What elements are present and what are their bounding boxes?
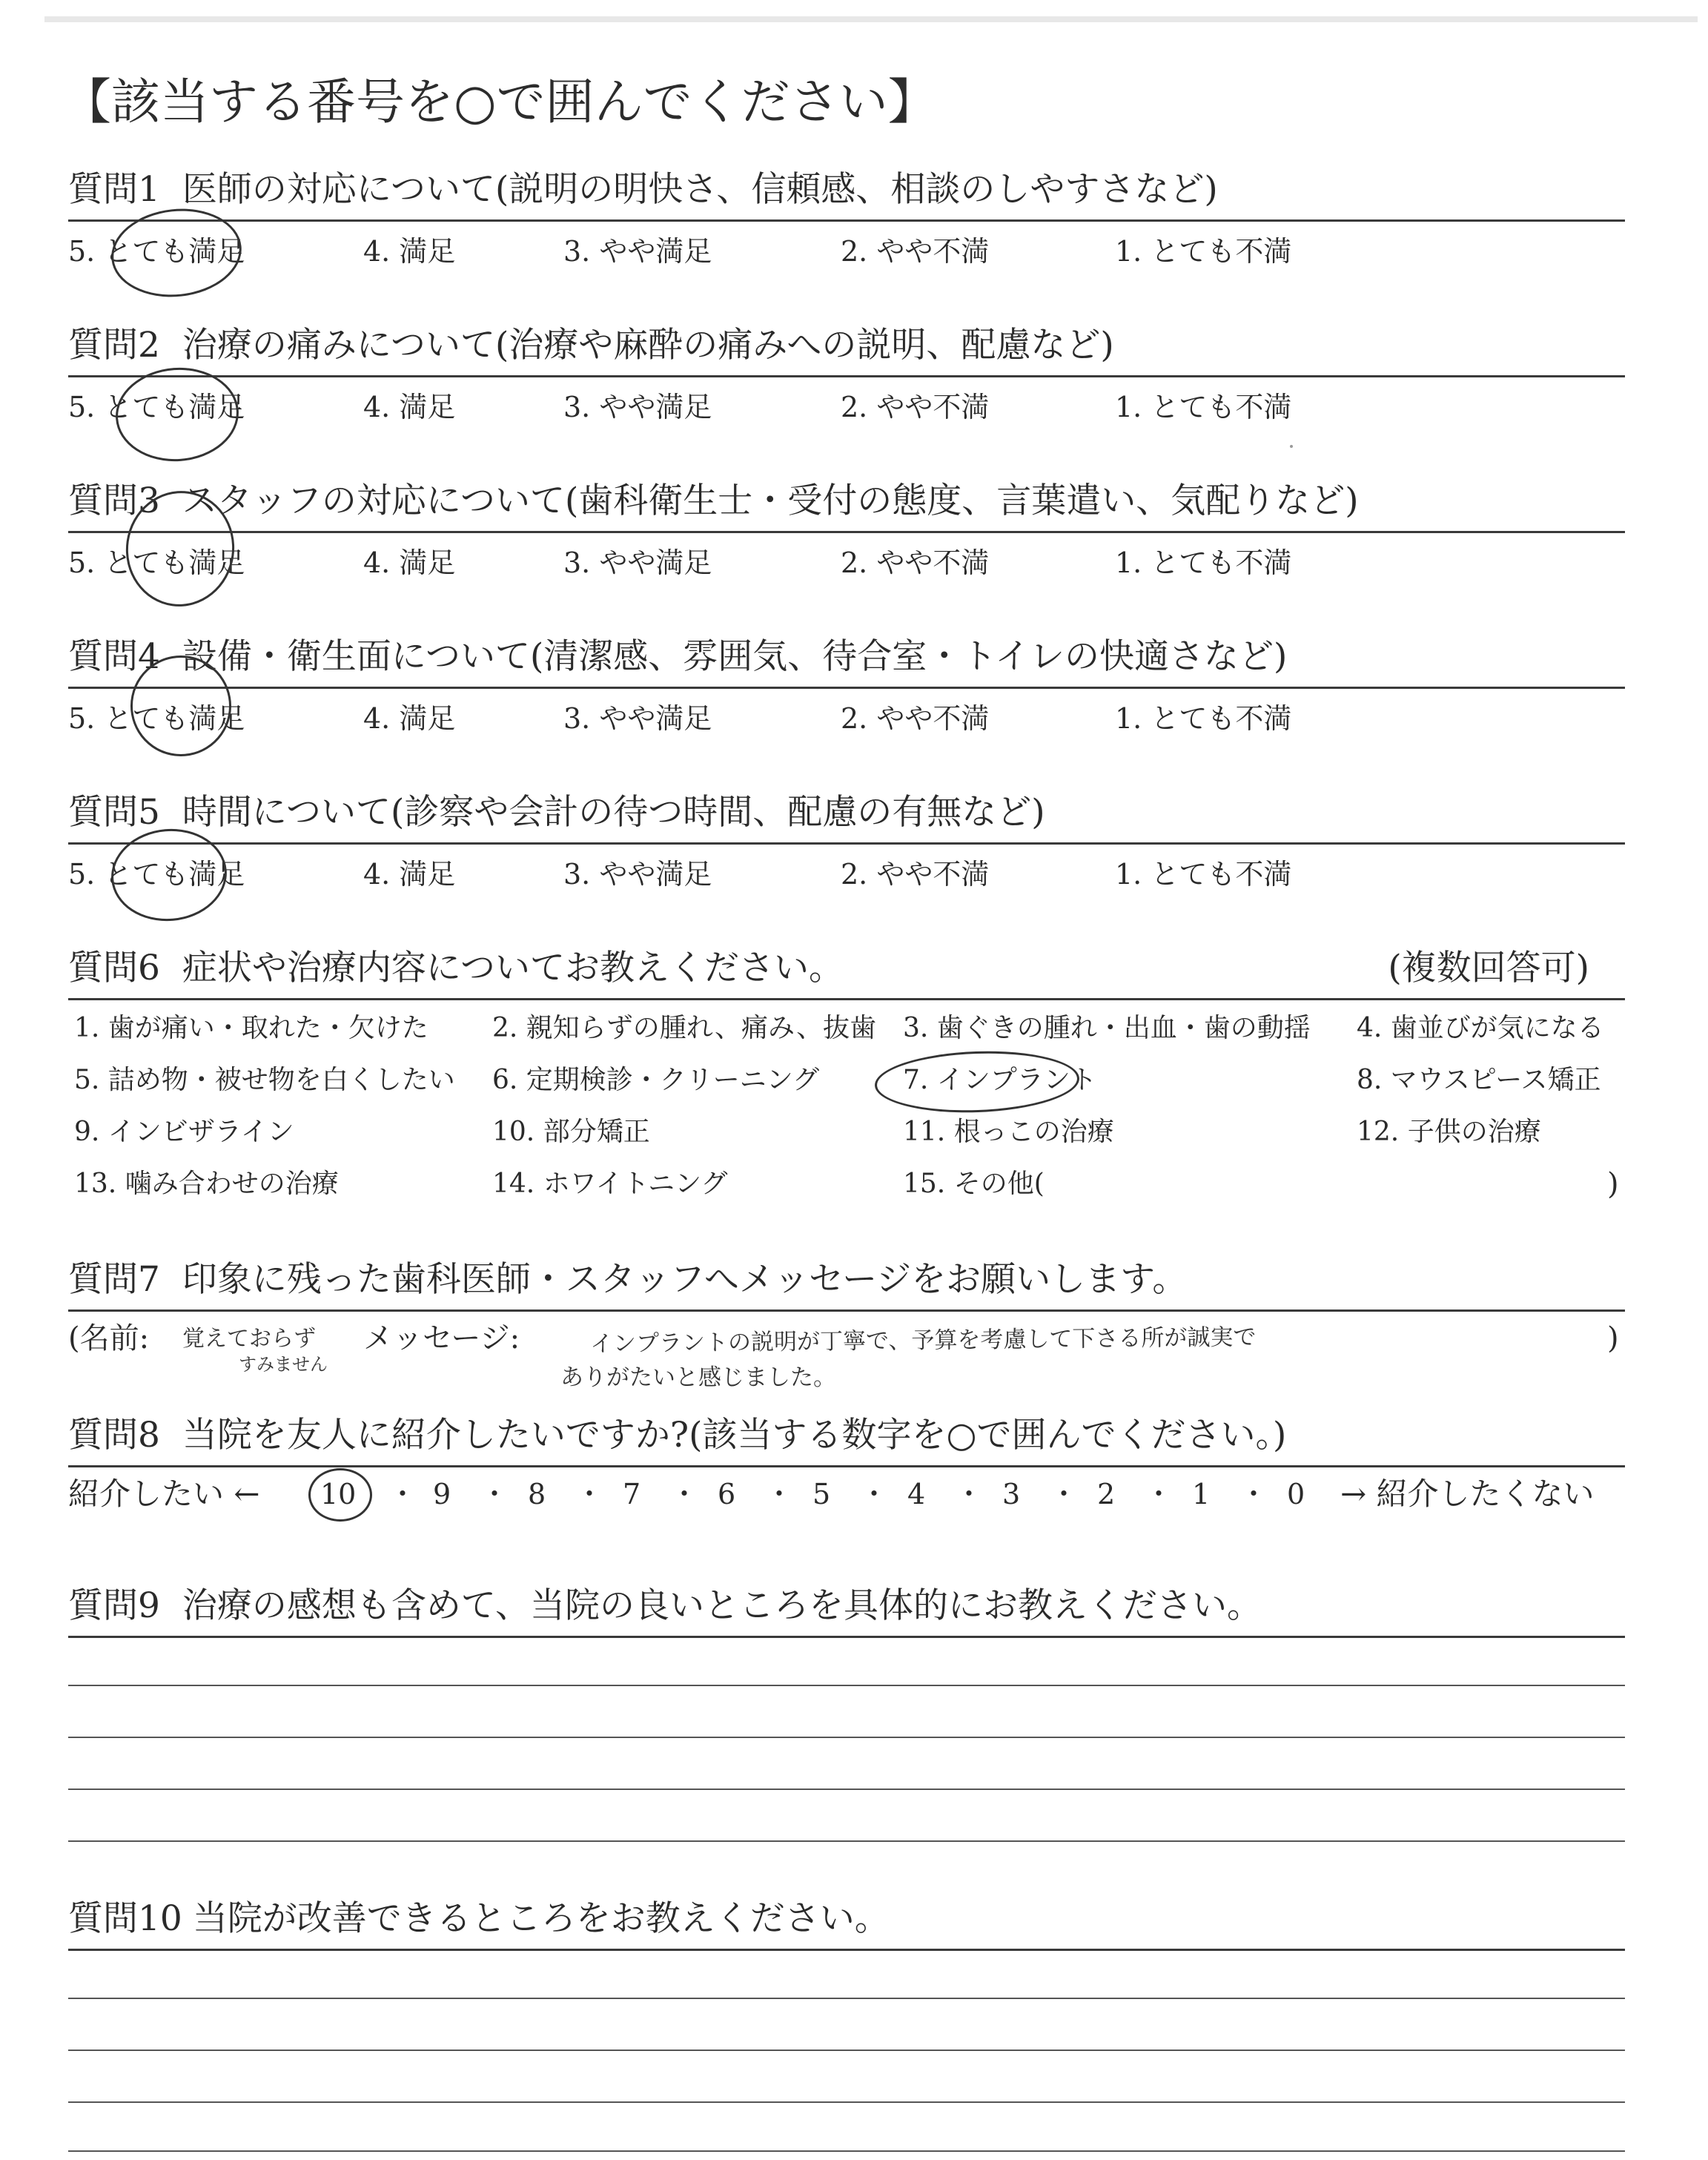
treatment-option-13[interactable]: 13. 噛み合わせの治療 xyxy=(74,1169,339,1199)
q8-value-7[interactable]: 7 xyxy=(623,1478,641,1510)
q9-writing-line-4[interactable] xyxy=(68,1840,1625,1842)
q1-option-1[interactable]: 1. とても不満 xyxy=(1115,235,1292,268)
q3-option-5[interactable]: 5. とても満足 xyxy=(68,546,245,579)
q8-dot: ・ xyxy=(765,1478,794,1510)
q10-writing-line-1[interactable] xyxy=(68,1998,1625,1999)
q4-option-2[interactable]: 2. やや不満 xyxy=(841,702,990,735)
q9-writing-line-3[interactable] xyxy=(68,1789,1625,1790)
question-7-heading xyxy=(68,1258,1187,1302)
q3-option-3[interactable]: 3. やや満足 xyxy=(563,546,712,579)
question-10-heading xyxy=(68,1897,890,1941)
q2-option-2[interactable]: 2. やや不満 xyxy=(841,391,990,423)
q2-option-4[interactable]: 4. 満足 xyxy=(363,391,456,423)
q10-writing-line-2[interactable] xyxy=(68,2050,1625,2051)
question-2-text: 治療の痛みについて(治療や麻酔の痛みへの説明、配慮など) xyxy=(182,325,1114,366)
question-7-rule xyxy=(68,1309,1625,1312)
question-2-rule xyxy=(68,375,1625,377)
q10-writing-line-4[interactable] xyxy=(68,2150,1625,2152)
question-7-text: 印象に残った歯科医師・スタッフへメッセージをお願いします。 xyxy=(182,1259,1188,1300)
question-3-text: スタッフの対応について(歯科衛生士・受付の態度、言葉遣い、気配りなど) xyxy=(182,480,1359,521)
page-title: 【該当する番号を○で囲んでください】 xyxy=(62,73,937,131)
q8-dot: ・ xyxy=(388,1478,417,1510)
treatment-option-12[interactable]: 12. 子供の治療 xyxy=(1357,1117,1541,1147)
question-1-rule xyxy=(68,219,1625,222)
question-2-number: 質問2 xyxy=(68,325,160,366)
treatment-option-14[interactable]: 14. ホワイトニング xyxy=(492,1169,728,1199)
q5-option-5[interactable]: 5. とても満足 xyxy=(68,858,245,891)
treatment-option-8[interactable]: 8. マウスピース矯正 xyxy=(1357,1065,1601,1095)
q2-option-5[interactable]: 5. とても満足 xyxy=(68,391,245,423)
q8-dot: ・ xyxy=(1145,1478,1174,1510)
q8-left-label: 紹介したい ← xyxy=(68,1476,260,1512)
q8-selection-circle xyxy=(308,1468,372,1522)
q8-value-0[interactable]: 0 xyxy=(1287,1478,1305,1510)
q1-selection-circle xyxy=(107,202,245,303)
question-9-rule xyxy=(68,1636,1625,1638)
q8-value-4[interactable]: 4 xyxy=(907,1478,926,1510)
q10-writing-line-3[interactable] xyxy=(68,2101,1625,2103)
q9-writing-line-1[interactable] xyxy=(68,1685,1625,1686)
q8-value-8[interactable]: 8 xyxy=(528,1478,546,1510)
q8-right-label: → 紹介したくない xyxy=(1340,1476,1595,1512)
q4-option-5[interactable]: 5. とても満足 xyxy=(68,702,245,735)
question-9-number: 質問9 xyxy=(68,1585,160,1626)
q8-dot: ・ xyxy=(860,1478,889,1510)
q6-selection-circle xyxy=(874,1048,1081,1116)
treatment-option-3[interactable]: 3. 歯ぐきの腫れ・出血・歯の動揺 xyxy=(903,1013,1311,1043)
q7-message-line-2: ありがたいと感じました。 xyxy=(560,1364,836,1391)
question-7-number: 質問7 xyxy=(68,1259,160,1300)
q1-option-2[interactable]: 2. やや不満 xyxy=(841,235,990,268)
question-8-number: 質問8 xyxy=(68,1415,160,1456)
question-4-text: 設備・衛生面について(清潔感、雰囲気、待合室・トイレの快適さなど) xyxy=(182,636,1288,677)
q7-message-label: メッセージ: xyxy=(363,1321,520,1355)
q8-dot: ・ xyxy=(670,1478,699,1510)
question-8-heading xyxy=(68,1413,1286,1458)
q8-dot: ・ xyxy=(1239,1478,1268,1510)
treatment-option-11[interactable]: 11. 根っこの治療 xyxy=(903,1117,1114,1147)
treatment-other-close-paren: ) xyxy=(1607,1167,1619,1201)
question-1-number: 質問1 xyxy=(68,169,160,210)
treatment-option-4[interactable]: 4. 歯並びが気になる xyxy=(1357,1013,1604,1043)
question-3-rule xyxy=(68,531,1625,533)
q2-option-1[interactable]: 1. とても不満 xyxy=(1115,391,1292,423)
question-3-number: 質問3 xyxy=(68,480,160,521)
question-6-heading xyxy=(68,946,844,991)
q8-value-10[interactable]: 10 xyxy=(320,1478,357,1510)
q5-option-4[interactable]: 4. 満足 xyxy=(363,858,456,891)
question-9-text: 治療の感想も含めて、当院の良いところを具体的にお教えください。 xyxy=(182,1585,1262,1626)
treatment-option-1[interactable]: 1. 歯が痛い・取れた・欠けた xyxy=(74,1013,428,1043)
question-5-rule xyxy=(68,842,1625,845)
q8-value-3[interactable]: 3 xyxy=(1002,1478,1021,1510)
question-8-text: 当院を友人に紹介したいですか?(該当する数字を○で囲んでください。) xyxy=(182,1415,1287,1456)
question-4-number: 質問4 xyxy=(68,636,160,677)
question-6-rule xyxy=(68,998,1625,1000)
q8-value-1[interactable]: 1 xyxy=(1192,1478,1211,1510)
question-5-text: 時間について(診察や会計の待つ時間、配慮の有無など) xyxy=(182,792,1045,833)
scan-speck xyxy=(1290,445,1293,448)
q5-option-2[interactable]: 2. やや不満 xyxy=(841,858,990,891)
q8-dot: ・ xyxy=(575,1478,604,1510)
q4-option-4[interactable]: 4. 満足 xyxy=(363,702,456,735)
q5-selection-circle xyxy=(107,824,231,925)
question-10-rule xyxy=(68,1949,1625,1951)
q8-dot: ・ xyxy=(955,1478,984,1510)
q2-option-3[interactable]: 3. やや満足 xyxy=(563,391,712,423)
question-10-text: 当院が改善できるところをお教えください。 xyxy=(192,1898,890,1939)
question-3-heading xyxy=(68,479,1359,524)
treatment-option-7[interactable]: 7. インプラント xyxy=(903,1065,1097,1095)
q7-message-line-1: インプラントの説明が丁寧で、予算を考慮して下さる所が誠実で xyxy=(589,1324,1257,1358)
q5-option-1[interactable]: 1. とても不満 xyxy=(1115,858,1292,891)
question-5-heading xyxy=(68,790,1045,835)
q8-value-6[interactable]: 6 xyxy=(718,1478,736,1510)
q8-value-2[interactable]: 2 xyxy=(1097,1478,1116,1510)
question-5-number: 質問5 xyxy=(68,792,160,833)
q8-dot: ・ xyxy=(480,1478,509,1510)
question-6-text: 症状や治療内容についてお教えください。 xyxy=(182,948,844,988)
treatment-option-6[interactable]: 6. 定期検診・クリーニング xyxy=(492,1065,820,1095)
q4-option-3[interactable]: 3. やや満足 xyxy=(563,702,712,735)
q8-value-5[interactable]: 5 xyxy=(812,1478,831,1510)
question-9-heading xyxy=(68,1584,1262,1628)
q7-name-handwritten-1: 覚えておらず xyxy=(182,1326,316,1352)
question-2-heading xyxy=(68,323,1114,368)
question-10-number: 質問10 xyxy=(68,1898,182,1939)
treatment-option-2[interactable]: 2. 親知らずの腫れ、痛み、抜歯 xyxy=(492,1013,877,1043)
question-6-number: 質問6 xyxy=(68,948,160,988)
question-4-heading xyxy=(68,635,1287,679)
treatment-option-15[interactable]: 15. その他( xyxy=(903,1169,1045,1199)
q1-option-3[interactable]: 3. やや満足 xyxy=(563,235,712,268)
question-1-heading xyxy=(68,168,1218,212)
q2-selection-circle xyxy=(113,363,242,465)
q8-value-9[interactable]: 9 xyxy=(433,1478,451,1510)
q3-option-4[interactable]: 4. 満足 xyxy=(363,546,456,579)
question-4-rule xyxy=(68,687,1625,689)
q1-option-4[interactable]: 4. 満足 xyxy=(363,235,456,268)
question-6-multiple-note: (複数回答可) xyxy=(1388,948,1589,988)
q3-option-2[interactable]: 2. やや不満 xyxy=(841,546,990,579)
q3-option-1[interactable]: 1. とても不満 xyxy=(1115,546,1292,579)
question-1-text: 医師の対応について(説明の明快さ、信頼感、相談のしやすさなど) xyxy=(182,169,1218,210)
treatment-option-5[interactable]: 5. 詰め物・被せ物を白くしたい xyxy=(74,1065,455,1095)
question-8-rule xyxy=(68,1465,1625,1467)
q5-option-3[interactable]: 3. やや満足 xyxy=(563,858,712,891)
q8-dot: ・ xyxy=(1050,1478,1079,1510)
q7-close-paren: ) xyxy=(1607,1321,1619,1355)
q7-name-handwritten-2: すみません xyxy=(239,1354,328,1375)
q1-option-5[interactable]: 5. とても満足 xyxy=(68,235,245,268)
treatment-option-10[interactable]: 10. 部分矯正 xyxy=(492,1117,650,1147)
scan-top-border xyxy=(44,16,1698,22)
treatment-option-9[interactable]: 9. インビザライン xyxy=(74,1117,294,1147)
q4-option-1[interactable]: 1. とても不満 xyxy=(1115,702,1292,735)
q9-writing-line-2[interactable] xyxy=(68,1737,1625,1738)
q7-name-label: (名前: xyxy=(68,1321,150,1355)
